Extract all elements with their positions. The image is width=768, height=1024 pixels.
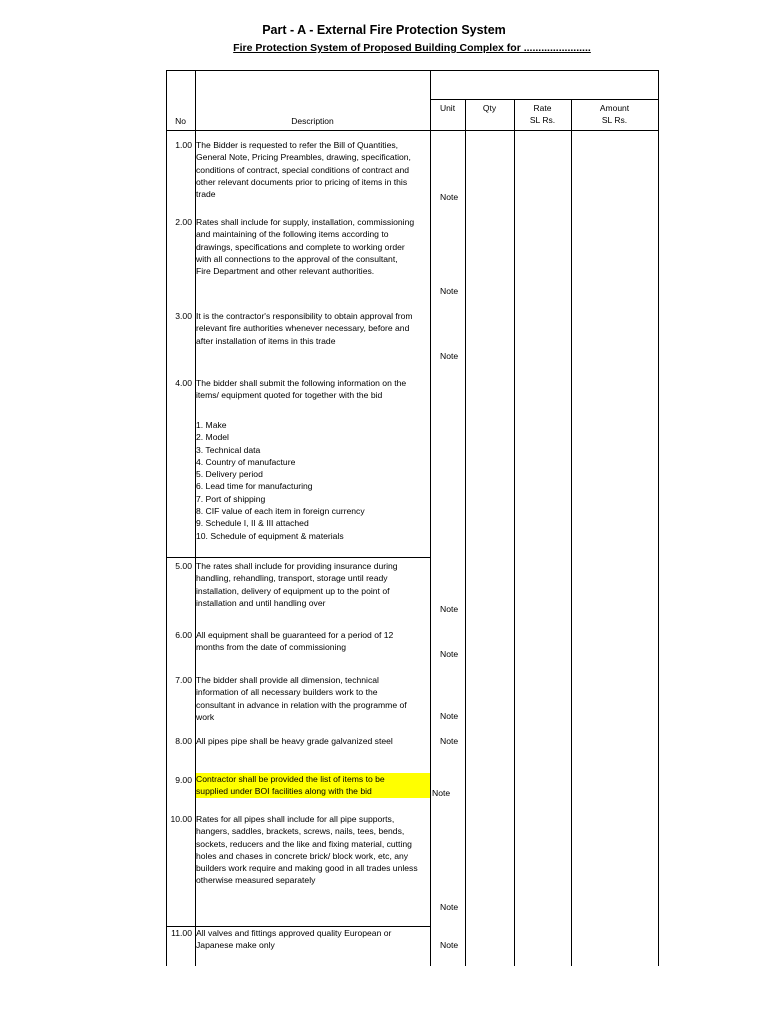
description-line: months from the date of commissioning	[196, 642, 346, 653]
header-amount-label: Amount	[599, 103, 630, 113]
col-border-right	[658, 70, 659, 966]
row-number: 3.00	[175, 311, 192, 321]
row-description	[196, 674, 434, 723]
list-item: 10. Schedule of equipment & materials	[196, 530, 344, 541]
row-number: 4.00	[175, 378, 192, 388]
header-bottom-border	[166, 130, 659, 131]
unit-note: Note	[440, 192, 459, 202]
row-description	[196, 216, 434, 277]
required-info-list	[196, 419, 434, 542]
header-no: No	[175, 116, 186, 126]
description-line: Rates for all pipes shall include for all pipe supports,	[196, 814, 395, 824]
row-number: 11.00	[171, 928, 192, 938]
col-border-left	[166, 70, 167, 966]
page-subtitle: Fire Protection System of Proposed Building Complex for .......................	[233, 42, 591, 54]
description-line: other relevant documents prior to pricing of items in this	[196, 176, 408, 187]
list-item: 4. Country of manufacture	[196, 456, 296, 467]
description-line: holes and chases in concrete brick/ block work, etc, any	[196, 850, 409, 861]
description-line: work	[196, 711, 215, 722]
row-number: 9.00	[175, 775, 192, 785]
description-line: The Bidder is requested to refer the Bill of Quantities,	[196, 140, 399, 150]
description-line: consultant in advance in relation with the programme of	[196, 699, 407, 710]
description-line: All equipment shall be guaranteed for a period of 12	[196, 630, 394, 640]
description-line: Contractor shall be provided the list of items to be	[196, 774, 385, 784]
description-line: hangers, saddles, brackets, screws, nails, tees, bends,	[196, 826, 405, 837]
description-line: relevant fire authorities whenever necessary, before and	[196, 323, 410, 334]
row-number: 5.00	[175, 561, 192, 571]
col-border-qty	[514, 99, 515, 966]
description-line: trade	[196, 189, 216, 200]
list-item: 9. Schedule I, II & III attached	[196, 518, 309, 529]
unit-note: Note	[440, 351, 459, 361]
list-item: 1. Make	[196, 420, 227, 430]
row-description	[196, 377, 434, 402]
row-number: 7.00	[175, 675, 192, 685]
row-number: 10.00	[170, 814, 192, 824]
unit-note: Note	[440, 649, 459, 659]
col-border-rate	[571, 99, 572, 966]
header-amount	[571, 102, 658, 126]
description-line: Fire Department and other relevant authorities.	[196, 266, 375, 277]
row-description-highlighted	[196, 773, 430, 798]
unit-note: Note	[440, 902, 459, 912]
row-description	[196, 310, 434, 347]
row-number: 8.00	[175, 736, 192, 746]
unit-note: Note	[440, 604, 459, 614]
description-line: conditions of contract, special conditions of contract and	[196, 164, 410, 175]
unit-note: Note	[440, 711, 459, 721]
header-unit: Unit	[439, 103, 456, 113]
header-rate-currency: SL Rs.	[529, 115, 556, 125]
description-line: installation, delivery of equipment up to the point of	[196, 585, 390, 596]
description-line: It is the contractor's responsibility to obtain approval from	[196, 311, 413, 321]
description-line: The rates shall include for providing insurance during	[196, 561, 398, 571]
description-line: and maintaining of the following items according to	[196, 229, 389, 240]
description-line: items/ equipment quoted for together with the bid	[196, 390, 383, 401]
list-item: 7. Port of shipping	[196, 493, 266, 504]
description-line: sockets, reducers and the like and fixing material, cutting	[196, 838, 412, 849]
description-line: Rates shall include for supply, installation, commissioning	[196, 217, 415, 227]
col-border-unit	[465, 99, 466, 966]
list-item: 6. Lead time for manufacturing	[196, 481, 313, 492]
row-description	[196, 735, 434, 747]
description-line: drawings, specifications and complete to working order	[196, 241, 405, 252]
header-amount-currency: SL Rs.	[601, 115, 628, 125]
row-description	[196, 927, 434, 952]
description-line: after installation of items in this trade	[196, 335, 336, 346]
description-line: supplied under BOI facilities along with the bid	[196, 786, 372, 797]
description-line: installation and until handling over	[196, 597, 326, 608]
row-number: 6.00	[175, 630, 192, 640]
row-description	[196, 139, 434, 200]
unit-note: Note	[432, 788, 451, 798]
unit-note: Note	[440, 736, 459, 746]
description-line: General Note, Pricing Preambles, drawing, specification,	[196, 152, 411, 163]
description-line: builders work require and making good in all trades unless	[196, 863, 418, 874]
description-line: The bidder shall submit the following information on the	[196, 378, 407, 388]
row-description	[196, 629, 434, 654]
list-item: 2. Model	[196, 432, 229, 443]
row-divider-4-5	[166, 557, 430, 558]
page-title: Part - A - External Fire Protection System	[262, 23, 506, 37]
unit-note: Note	[440, 286, 459, 296]
description-line: with all connections to the approval of the consultant,	[196, 253, 398, 264]
row-number: 1.00	[175, 140, 192, 150]
description-line: The bidder shall provide all dimension, technical	[196, 675, 379, 685]
description-line: All valves and fittings approved quality European or	[196, 928, 392, 938]
list-item: 3. Technical data	[196, 444, 261, 455]
row-description	[196, 813, 434, 887]
description-line: otherwise measured separately	[196, 875, 316, 886]
header-description: Description	[291, 116, 334, 126]
list-item: 8. CIF value of each item in foreign currency	[196, 506, 365, 517]
table-top-border	[166, 70, 659, 71]
row-description	[196, 560, 434, 609]
header-rate-label: Rate	[533, 103, 552, 113]
description-line: information of all necessary builders work to the	[196, 687, 378, 698]
row-number: 2.00	[175, 217, 192, 227]
description-line: All pipes pipe shall be heavy grade galvanized steel	[196, 736, 393, 746]
header-qty: Qty	[482, 103, 497, 113]
unit-note: Note	[440, 940, 459, 950]
description-line: Japanese make only	[196, 940, 275, 951]
list-item: 5. Delivery period	[196, 469, 263, 480]
description-line: handling, rehandling, transport, storage until ready	[196, 573, 388, 584]
header-rate	[514, 102, 571, 126]
